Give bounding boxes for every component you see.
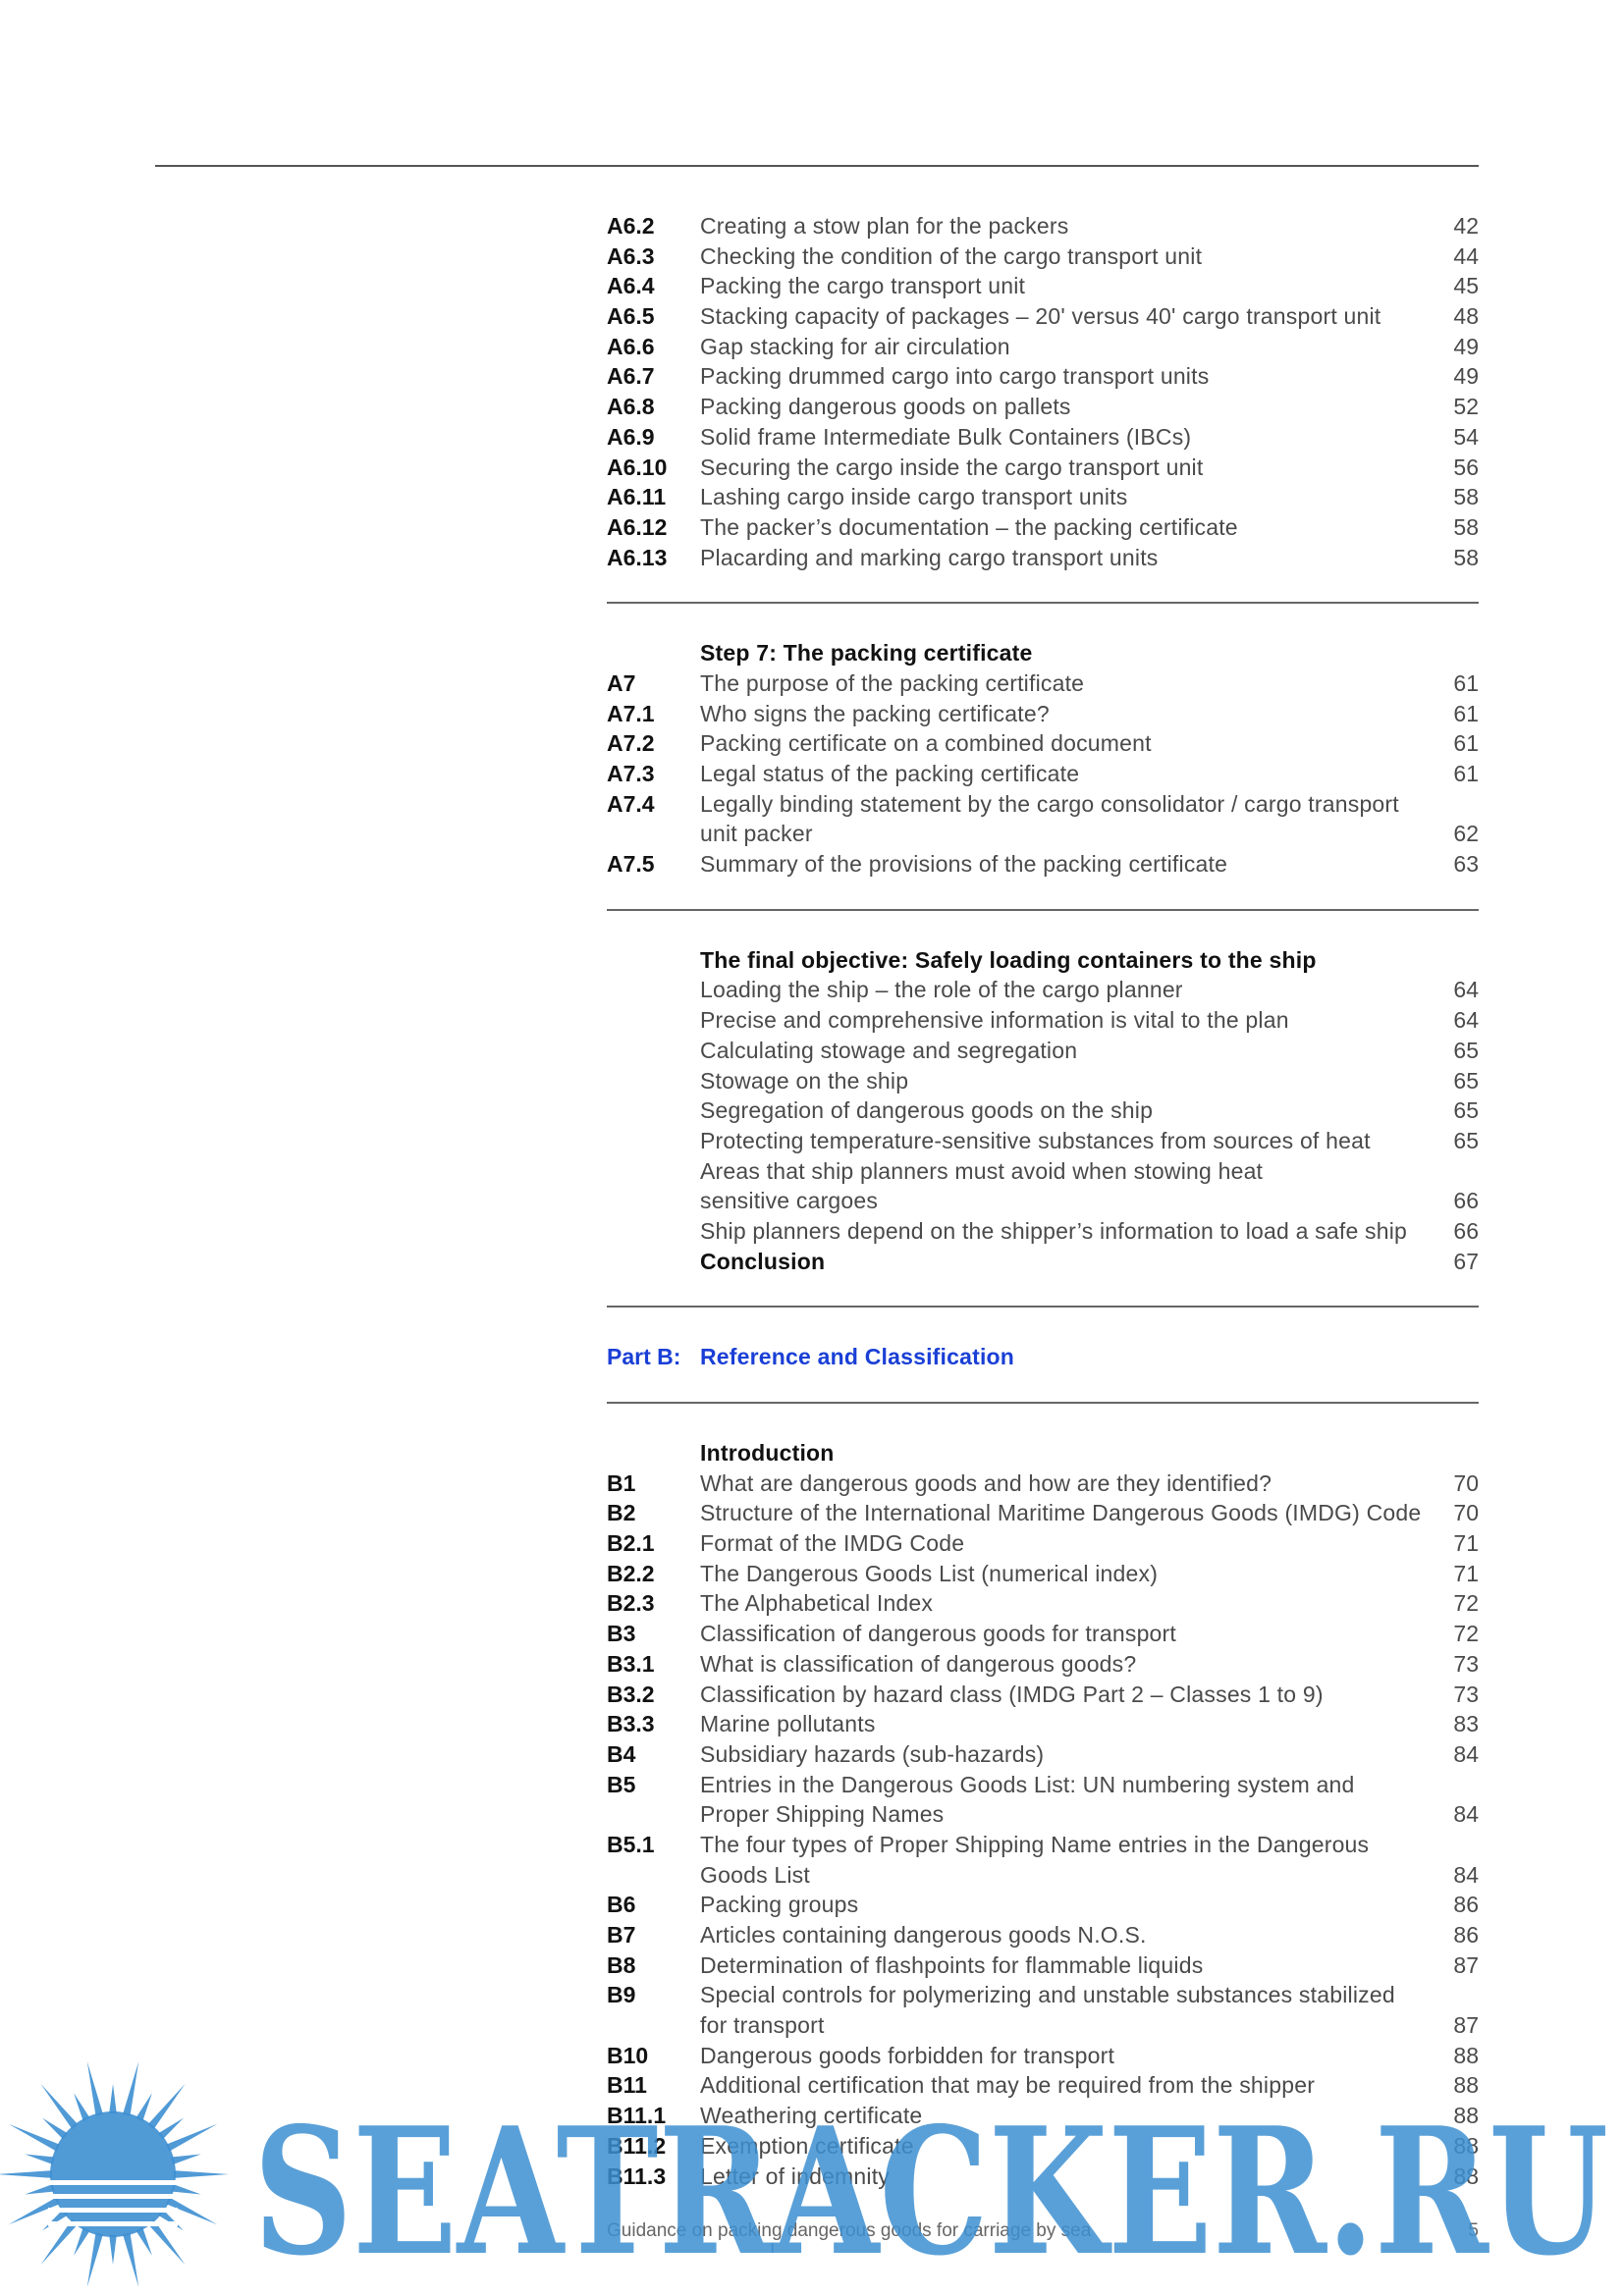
toc-entry[interactable] (607, 819, 1479, 849)
entry-code: A6.4 (607, 273, 655, 299)
toc-entry[interactable] (607, 849, 1479, 880)
entry-page: 65 (1453, 1037, 1479, 1063)
toc-entry[interactable] (607, 728, 1479, 759)
entry-page: 84 (1453, 1740, 1479, 1767)
section-spacer (607, 572, 1479, 602)
entry-title: Additional certification that may be required from the shipper (700, 2072, 1316, 2099)
entry-code: B2 (607, 1500, 636, 1526)
entry-title: Determination of flashpoints for flammable liquids (700, 1951, 1204, 1978)
entry-code: B3 (607, 1621, 636, 1647)
entry-code: A7.3 (607, 761, 655, 786)
entry-code: B9 (607, 1982, 636, 2008)
entry-title: Packing groups (700, 1892, 859, 1918)
toc-entry[interactable] (607, 1468, 1479, 1499)
toc-entry[interactable] (607, 1247, 1479, 1277)
entry-page: 86 (1453, 1892, 1479, 1918)
entry-page: 66 (1453, 1217, 1479, 1244)
toc-entry[interactable] (607, 482, 1479, 512)
entry-code: A6.11 (607, 484, 667, 510)
entry-title: Classification of dangerous goods for transport (700, 1621, 1176, 1647)
entry-title: Letter of indemnity (700, 2163, 891, 2189)
toc-entry[interactable] (607, 699, 1479, 729)
entry-code: B11.3 (607, 2163, 667, 2189)
toc-entry[interactable] (607, 1649, 1479, 1680)
toc-entry[interactable] (607, 1709, 1479, 1739)
toc-entry[interactable] (607, 1770, 1479, 1800)
entry-page: 64 (1453, 1007, 1479, 1034)
section-heading (607, 638, 1479, 668)
table-of-contents (607, 211, 1479, 2191)
entry-code: A6.8 (607, 394, 655, 420)
entry-title: Creating a stow plan for the packers (700, 213, 1069, 239)
toc-entry[interactable] (607, 1095, 1479, 1126)
entry-code: B5 (607, 1771, 636, 1797)
entry-title: for transport (700, 2012, 825, 2039)
toc-entry[interactable] (607, 1950, 1479, 1981)
toc-entry[interactable] (607, 759, 1479, 789)
toc-entry[interactable] (607, 789, 1479, 820)
entry-title: Gap stacking for air circulation (700, 333, 1010, 359)
toc-entry[interactable] (607, 2162, 1479, 2192)
entry-page: 86 (1453, 1922, 1479, 1948)
toc-entry[interactable] (607, 1156, 1479, 1187)
entry-title: Entries in the Dangerous Goods List: UN numbering system and (700, 1771, 1355, 1797)
section-heading (607, 945, 1479, 976)
entry-code: B3.3 (607, 1711, 655, 1737)
toc-entry[interactable] (607, 2010, 1479, 2041)
toc-entry[interactable] (607, 1830, 1479, 1860)
entry-title: The Dangerous Goods List (numerical index) (700, 1560, 1159, 1586)
entry-title: Checking the condition of the cargo transport unit (700, 242, 1203, 269)
entry-page: 88 (1453, 2042, 1479, 2068)
toc-entry[interactable] (607, 512, 1479, 543)
entry-code: A7.5 (607, 851, 655, 878)
entry-title: unit packer (700, 821, 813, 847)
footer-page-number: 5 (1468, 2220, 1479, 2241)
entry-title: Classification by hazard class (IMDG Part 2 – Classes 1 to 9) (700, 1681, 1324, 1707)
toc-entry[interactable] (607, 1619, 1479, 1649)
entry-code: A6.12 (607, 513, 668, 540)
toc-entry[interactable] (607, 1890, 1479, 1920)
toc-entry[interactable] (607, 271, 1479, 301)
page-footer (607, 2220, 1479, 2242)
entry-page: 84 (1453, 1861, 1479, 1888)
toc-entry[interactable] (607, 2101, 1479, 2131)
entry-page: 63 (1453, 851, 1479, 878)
entry-code: B3.2 (607, 1681, 655, 1707)
toc-entry[interactable] (607, 975, 1479, 1005)
toc-entry[interactable] (607, 1739, 1479, 1770)
entry-title: Structure of the International Maritime Dangerous Goods (IMDG) Code (700, 1500, 1422, 1526)
entry-code: B6 (607, 1892, 636, 1918)
entry-code: A6.7 (607, 363, 655, 390)
entry-page: 61 (1453, 761, 1479, 786)
entry-title: Special controls for polymerizing and unstable substances stabilized (700, 1982, 1395, 2008)
toc-entry[interactable] (607, 361, 1479, 392)
toc-entry[interactable] (607, 1860, 1479, 1891)
entry-title: The packer’s documentation – the packing certificate (700, 513, 1238, 540)
section-spacer (607, 1404, 1479, 1438)
part-code: Part B: (607, 1344, 681, 1370)
entry-code: A6.2 (607, 213, 655, 239)
entry-page: 84 (1453, 1801, 1479, 1828)
entry-page: 62 (1453, 821, 1479, 847)
entry-code: A6.3 (607, 242, 655, 269)
entry-title: The four types of Proper Shipping Name entries in the Dangerous (700, 1831, 1370, 1857)
toc-entry[interactable] (607, 1186, 1479, 1216)
entry-title: Marine pollutants (700, 1711, 876, 1737)
part-heading (607, 1342, 1479, 1372)
entry-code: B1 (607, 1469, 636, 1496)
toc-entry[interactable] (607, 301, 1479, 332)
section-spacer (607, 1308, 1479, 1342)
entry-page: 73 (1453, 1681, 1479, 1707)
entry-code: A7.2 (607, 730, 655, 757)
section-spacer (607, 911, 1479, 945)
entry-title: Summary of the provisions of the packing certificate (700, 851, 1228, 878)
entry-code: A6.5 (607, 303, 655, 330)
entry-page: 49 (1453, 333, 1479, 359)
toc-entry[interactable] (607, 2131, 1479, 2162)
entry-code: B5.1 (607, 1831, 655, 1857)
entry-code: B4 (607, 1740, 636, 1767)
entry-title: Ship planners depend on the shipper’s information to load a safe ship (700, 1217, 1408, 1244)
toc-entry[interactable] (607, 1920, 1479, 1950)
toc-entry[interactable] (607, 1528, 1479, 1559)
toc-entry[interactable] (607, 1980, 1479, 2010)
entry-page: 64 (1453, 977, 1479, 1003)
entry-page: 87 (1453, 1951, 1479, 1978)
entry-title: Packing certificate on a combined document (700, 730, 1152, 757)
entry-page: 61 (1453, 730, 1479, 757)
top-rule (155, 165, 1479, 167)
entry-page: 44 (1453, 242, 1479, 269)
section-spacer (607, 604, 1479, 638)
toc-entry[interactable] (607, 2070, 1479, 2101)
entry-page: 83 (1453, 1711, 1479, 1737)
toc-entry[interactable] (607, 1498, 1479, 1528)
entry-title: Exemption certificate (700, 2132, 914, 2159)
entry-code: A6.9 (607, 423, 655, 450)
entry-page: 61 (1453, 700, 1479, 726)
entry-title: Who signs the packing certificate? (700, 700, 1050, 726)
toc-entry[interactable] (607, 332, 1479, 362)
entry-page: 58 (1453, 513, 1479, 540)
entry-page: 48 (1453, 303, 1479, 330)
entry-code: B7 (607, 1922, 636, 1948)
entry-page: 49 (1453, 363, 1479, 390)
section-heading (607, 1438, 1479, 1468)
entry-title: The purpose of the packing certificate (700, 669, 1085, 696)
entry-title: Securing the cargo inside the cargo transport unit (700, 454, 1204, 480)
entry-title: Format of the IMDG Code (700, 1530, 965, 1557)
section-heading-text: The final objective: Safely loading containers to the ship (700, 946, 1317, 973)
entry-code: B11.1 (607, 2103, 667, 2129)
section-spacer (607, 1276, 1479, 1306)
entry-title: Packing dangerous goods on pallets (700, 394, 1071, 420)
entry-code: B2.2 (607, 1560, 655, 1586)
entry-code: A7.1 (607, 700, 655, 726)
toc-entry[interactable] (607, 392, 1479, 422)
entry-code: A7.4 (607, 790, 655, 817)
entry-title: Stacking capacity of packages – 20' versus 40' cargo transport unit (700, 303, 1381, 330)
entry-title: The Alphabetical Index (700, 1590, 934, 1617)
entry-title: Legal status of the packing certificate (700, 761, 1080, 786)
entry-page: 88 (1453, 2072, 1479, 2099)
entry-title: Packing drummed cargo into cargo transport units (700, 363, 1210, 390)
toc-entry[interactable] (607, 1126, 1479, 1156)
entry-page: 88 (1453, 2132, 1479, 2159)
toc-entry[interactable] (607, 211, 1479, 241)
entry-title: sensitive cargoes (700, 1188, 879, 1214)
footer-text: Guidance on packing dangerous goods for carriage by sea (607, 2220, 1092, 2241)
toc-entry[interactable] (607, 543, 1479, 573)
entry-page: 58 (1453, 484, 1479, 510)
entry-code: B2.1 (607, 1530, 655, 1557)
toc-entry[interactable] (607, 1680, 1479, 1710)
entry-title: Segregation of dangerous goods on the ship (700, 1097, 1154, 1124)
entry-page: 65 (1453, 1067, 1479, 1094)
entry-code: A7 (607, 669, 636, 696)
toc-entry[interactable] (607, 1216, 1479, 1247)
section-spacer (607, 880, 1479, 909)
toc-entry[interactable] (607, 1066, 1479, 1096)
entry-code: B11.2 (607, 2132, 667, 2159)
entry-code: A6.6 (607, 333, 655, 359)
entry-code: B2.3 (607, 1590, 655, 1617)
toc-entry[interactable] (607, 1588, 1479, 1619)
entry-title: Subsidiary hazards (sub-hazards) (700, 1740, 1045, 1767)
toc-entry[interactable] (607, 1036, 1479, 1066)
entry-page: 56 (1453, 454, 1479, 480)
entry-page: 61 (1453, 669, 1479, 696)
entry-title: Precise and comprehensive information is vital to the plan (700, 1007, 1289, 1034)
entry-code: A6.13 (607, 544, 668, 570)
part-title: Reference and Classification (700, 1344, 1015, 1370)
entry-title: Conclusion (700, 1248, 826, 1274)
entry-page: 71 (1453, 1530, 1479, 1557)
toc-entry[interactable] (607, 241, 1479, 272)
entry-title: Legally binding statement by the cargo consolidator / cargo transport (700, 790, 1399, 817)
entry-page: 88 (1453, 2163, 1479, 2189)
entry-code: B11 (607, 2072, 647, 2099)
section-spacer (607, 1372, 1479, 1402)
entry-title: Solid frame Intermediate Bulk Containers (IBCs) (700, 423, 1192, 450)
entry-page: 58 (1453, 544, 1479, 570)
entry-title: Articles containing dangerous goods N.O.S. (700, 1922, 1147, 1948)
entry-page: 70 (1453, 1500, 1479, 1526)
entry-title: Packing the cargo transport unit (700, 273, 1026, 299)
entry-page: 70 (1453, 1469, 1479, 1496)
entry-code: B8 (607, 1951, 636, 1978)
entry-page: 72 (1453, 1590, 1479, 1617)
entry-page: 42 (1453, 213, 1479, 239)
entry-title: Goods List (700, 1861, 810, 1888)
entry-code: B10 (607, 2042, 649, 2068)
entry-page: 65 (1453, 1097, 1479, 1124)
section-heading-text: Introduction (700, 1440, 835, 1466)
toc-entry[interactable] (607, 453, 1479, 483)
entry-page: 67 (1453, 1248, 1479, 1274)
toc-entry[interactable] (607, 422, 1479, 453)
entry-page: 65 (1453, 1127, 1479, 1153)
entry-page: 54 (1453, 423, 1479, 450)
entry-page: 66 (1453, 1188, 1479, 1214)
toc-entry[interactable] (607, 668, 1479, 699)
entry-page: 72 (1453, 1621, 1479, 1647)
entry-title: Calculating stowage and segregation (700, 1037, 1078, 1063)
entry-title: Placarding and marking cargo transport units (700, 544, 1159, 570)
toc-entry[interactable] (607, 1799, 1479, 1830)
section-heading-text: Step 7: The packing certificate (700, 640, 1033, 667)
entry-page: 71 (1453, 1560, 1479, 1586)
entry-title: Weathering certificate (700, 2103, 923, 2129)
entry-page: 73 (1453, 1650, 1479, 1677)
entry-code: B3.1 (607, 1650, 655, 1677)
entry-title: Protecting temperature-sensitive substances from sources of heat (700, 1127, 1371, 1153)
entry-title: What is classification of dangerous goods? (700, 1650, 1137, 1677)
entry-title: Dangerous goods forbidden for transport (700, 2042, 1115, 2068)
sun-icon (0, 2061, 229, 2287)
entry-title: Stowage on the ship (700, 1067, 909, 1094)
entry-code: A6.10 (607, 454, 668, 480)
watermark-text: SEATRACKER.RU (253, 2089, 1608, 2294)
entry-page: 45 (1453, 273, 1479, 299)
toc-entry[interactable] (607, 2041, 1479, 2071)
entry-title: Lashing cargo inside cargo transport units (700, 484, 1128, 510)
entry-page: 52 (1453, 394, 1479, 420)
entry-page: 87 (1453, 2012, 1479, 2039)
entry-title: Proper Shipping Names (700, 1801, 945, 1828)
entry-title: Loading the ship – the role of the cargo planner (700, 977, 1183, 1003)
entry-title: What are dangerous goods and how are they identified? (700, 1469, 1272, 1496)
toc-entry[interactable] (607, 1559, 1479, 1589)
entry-page: 88 (1453, 2103, 1479, 2129)
entry-title: Areas that ship planners must avoid when stowing heat (700, 1157, 1264, 1184)
toc-entry[interactable] (607, 1005, 1479, 1036)
